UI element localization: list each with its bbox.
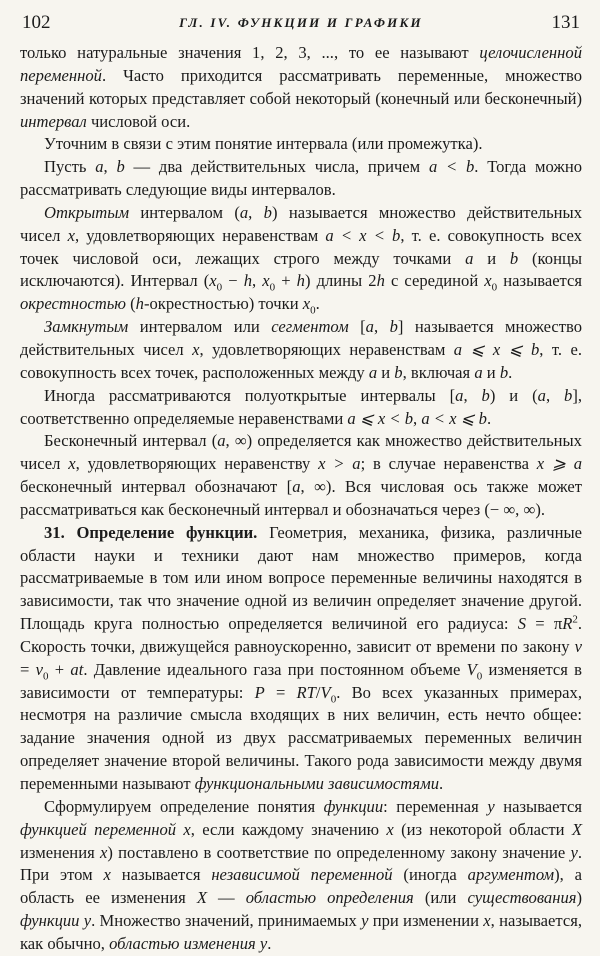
text-run: h <box>135 294 144 314</box>
text-run: x <box>302 294 311 314</box>
text-run: . <box>267 933 272 953</box>
text-run: функцией переменной x <box>20 819 191 839</box>
text-run: . <box>486 408 492 428</box>
text-run: 2 <box>572 613 578 626</box>
text-run: a <box>365 317 374 337</box>
text-run: b <box>499 362 509 382</box>
text-run: x <box>262 271 270 291</box>
text-run: 0 <box>216 281 223 294</box>
text-run: S <box>517 614 527 634</box>
text-run: a < x < b <box>325 225 401 245</box>
text-run: . <box>508 362 513 382</box>
text-run: , т. е. совокупность всех точек, расположенных между <box>20 339 582 382</box>
text-run: Иногда рассматриваются полуоткрытые интервалы [ <box>44 385 456 405</box>
text-run: и <box>377 362 395 382</box>
text-run: P <box>254 682 265 702</box>
text-run: бесконечный интервал обозначают [ <box>20 477 293 497</box>
text-run: x <box>209 271 217 291</box>
text-run: y <box>487 796 495 816</box>
text-run: a <box>217 431 226 451</box>
text-run: x <box>103 865 111 885</box>
text-run: ] называется множество действительных чисел <box>20 317 582 359</box>
text-run: , ∞). Вся числовая ось также может рассматриваться как бесконечный интервал и обозначаться через (− ∞, ∞). <box>20 477 582 519</box>
text-run: называется <box>494 796 582 816</box>
text-run: b <box>116 157 125 177</box>
text-run: . Часто приходится рассматривать переменные, множество значений которых представляет собой некоторый (конечный или бесконечный) <box>20 65 582 108</box>
text-run: a <box>465 248 474 268</box>
text-run: Замкнутым <box>44 317 129 337</box>
text-run: ) поставлено в соответствие по определенному закону значение <box>107 842 571 862</box>
text-run: -окрестностью) точки <box>143 294 303 314</box>
text-run: h <box>376 271 385 291</box>
text-run: ) длины 2 <box>304 271 377 291</box>
text-run: изменяется в зависимости от температуры: <box>20 659 583 702</box>
body-text <box>20 42 582 956</box>
paragraph <box>20 133 582 156</box>
text-run: a < x ⩽ b <box>421 408 487 428</box>
text-run: функции y <box>20 911 92 931</box>
text-run: . Множество значений, принимаемых <box>91 911 362 931</box>
text-run: x <box>484 271 492 291</box>
page-number: 102 <box>22 12 51 33</box>
text-run: — <box>206 888 246 908</box>
paragraph <box>20 385 582 431</box>
text-run: . При этом <box>20 842 582 885</box>
text-run: a <box>368 362 378 382</box>
text-run: X <box>196 888 207 908</box>
text-run: 0 <box>476 670 483 683</box>
text-run: существования <box>467 888 577 908</box>
text-run: x <box>67 225 75 245</box>
text-run: (иногда <box>392 865 468 885</box>
section-number: 131 <box>551 12 580 33</box>
text-run: at <box>70 659 84 679</box>
text-run: (или <box>413 888 468 908</box>
text-run: , <box>545 385 565 405</box>
text-run: числовой оси. <box>86 111 191 131</box>
text-run: = <box>264 682 297 702</box>
text-run: [ <box>348 317 366 337</box>
text-run: a <box>474 362 483 382</box>
text-run: аргументом <box>467 865 555 885</box>
text-run: R <box>562 614 573 634</box>
paragraph <box>20 522 582 796</box>
text-run: (из некоторой области <box>393 819 572 839</box>
text-run: , удовлетворяющих неравенству <box>75 454 319 474</box>
text-run: функции <box>323 796 384 816</box>
text-run: Уточним в связи с этим понятие интервала (или промежутка). <box>44 134 483 154</box>
text-run: a < b <box>428 157 475 177</box>
running-title: ГЛ. IV. ФУНКЦИИ И ГРАФИКИ <box>179 15 423 30</box>
text-run: , удовлетворяющих неравенствам <box>199 339 454 359</box>
text-run: . Во всех указанных примерах, несмотря на различие смысла входящих в них величин, есть нечто общее: задание значения одной из двух рассматриваемых переменных величин определяет значение второй величины. Такого рода зависимости между двумя переменными называют <box>20 682 582 793</box>
text-run: x <box>99 842 108 862</box>
text-run: + <box>48 659 71 679</box>
text-run: − <box>222 271 244 291</box>
text-run: a <box>455 385 464 405</box>
text-run: называется <box>497 271 583 291</box>
text-run: Сформулируем определение понятия <box>44 796 324 816</box>
paragraph <box>20 156 582 202</box>
text-run: сегментом <box>271 317 349 337</box>
text-run: Открытым <box>44 202 130 222</box>
text-run: h <box>296 271 305 291</box>
text-run: только натуральные значения 1, 2, 3, ..., то ее называют <box>20 43 480 62</box>
text-run: 0 <box>269 281 276 294</box>
page-header <box>20 8 582 34</box>
text-run: : переменная <box>383 796 488 816</box>
text-run: v <box>35 659 43 679</box>
text-run: v <box>574 636 582 656</box>
paragraph <box>20 42 582 133</box>
text-run: при изменении <box>368 911 484 931</box>
text-run: , удовлетворяющих неравенствам <box>74 225 326 245</box>
text-run: , ∞) определяется как множество действительных чисел <box>20 431 582 474</box>
text-run: функциональными зависимостями <box>194 774 440 793</box>
text-run: = <box>20 659 36 679</box>
text-run: b <box>263 202 272 222</box>
text-run: Геометрия, механика, физика, различные области науки и техники дают нам множество примеров, когда рассматриваемые в том или ином вопросе переменные величины находятся в зависимости, так что значение одной из величин определяет значение другой. Площадь круга полностью определяется величиной его радиуса: <box>20 522 583 634</box>
text-run: 0 <box>491 281 498 294</box>
text-run: b <box>481 385 490 405</box>
text-run: целочисленной переменной <box>20 43 582 85</box>
text-run: a ⩽ x < b <box>347 408 414 428</box>
text-run: Пусть <box>44 157 96 177</box>
text-run: называется <box>110 865 212 885</box>
text-run: b <box>389 317 398 337</box>
paragraph <box>20 796 582 956</box>
text-run: / <box>315 682 321 702</box>
text-run: окрестностью <box>20 294 126 314</box>
text-run: . Тогда можно рассматривать следующие виды интервалов. <box>20 157 583 200</box>
text-run: , называется, как обычно, <box>20 911 582 953</box>
paragraph <box>20 202 582 316</box>
text-run: y <box>570 842 578 862</box>
text-run: x <box>483 911 491 931</box>
text-run: ; в случае неравенства <box>360 454 537 474</box>
text-run: x <box>386 819 394 839</box>
text-run: ) называется множество действительных чисел <box>20 202 582 245</box>
text-run: x ⩾ a <box>536 454 582 474</box>
text-run: . Скорость точки, движущейся равноускоренно, зависит от времени по закону <box>20 614 582 656</box>
text-run: x <box>192 339 200 359</box>
text-run: , включая <box>402 362 475 382</box>
text-run: областью определения <box>245 888 414 908</box>
text-run: RT <box>296 682 316 702</box>
text-run: b <box>564 385 573 405</box>
text-run: b <box>394 362 403 382</box>
text-run: , <box>463 385 482 405</box>
text-run: Бесконечный интервал ( <box>44 431 218 451</box>
text-run: , <box>251 271 263 291</box>
text-run: . Давление идеального газа при постоянном объеме <box>83 659 467 679</box>
text-run: V <box>320 682 331 702</box>
text-run: b <box>509 248 519 268</box>
text-run: , <box>103 157 117 177</box>
paragraph <box>20 430 582 521</box>
text-run: областью изменения y <box>109 933 268 953</box>
text-run: интервалом или <box>128 317 272 337</box>
text-run: a <box>292 477 301 497</box>
text-run: , <box>373 317 390 337</box>
text-run: 0 <box>310 304 316 317</box>
text-run: V <box>466 659 477 679</box>
text-run: — два действительных числа, причем <box>124 157 429 177</box>
text-run: a <box>239 202 249 222</box>
text-run: ), а область ее изменения <box>20 865 582 908</box>
section-heading: 31. Определение функции. <box>44 522 258 542</box>
text-run: и <box>473 248 510 268</box>
text-run: 0 <box>43 670 49 683</box>
text-run: x <box>68 454 76 474</box>
text-run: , т. е. совокупность всех точек числовой оси, лежащих строго между точками <box>20 225 582 268</box>
text-run: a <box>537 385 546 405</box>
text-run: с серединой <box>384 271 485 291</box>
text-run: . <box>439 774 444 793</box>
text-run: a ⩽ x ⩽ b <box>453 339 540 359</box>
text-run: . <box>315 294 320 314</box>
text-run: ) и ( <box>489 385 538 405</box>
text-run: ], соответственно определяемые неравенствами <box>20 385 583 428</box>
paragraph <box>20 316 582 385</box>
text-run: (концы исключаются). Интервал ( <box>20 248 582 291</box>
text-run: x > a <box>318 454 361 474</box>
text-run: = π <box>526 614 563 634</box>
text-run: изменения <box>20 842 100 862</box>
text-run: интервалом ( <box>129 202 240 222</box>
text-run: , если каждому значению <box>190 819 387 839</box>
text-run: + <box>275 271 297 291</box>
text-run: ( <box>125 294 136 314</box>
text-run: и <box>482 362 500 382</box>
text-run: 0 <box>330 692 337 705</box>
text-run: ) <box>576 888 582 908</box>
text-run: , <box>413 408 422 428</box>
text-run: , <box>248 202 264 222</box>
text-run: X <box>571 819 582 839</box>
text-run: h <box>243 271 252 291</box>
text-run: y <box>361 911 369 931</box>
text-run: интервал <box>20 111 87 131</box>
text-run: a <box>95 157 104 177</box>
text-run: независимой переменной <box>211 865 393 885</box>
